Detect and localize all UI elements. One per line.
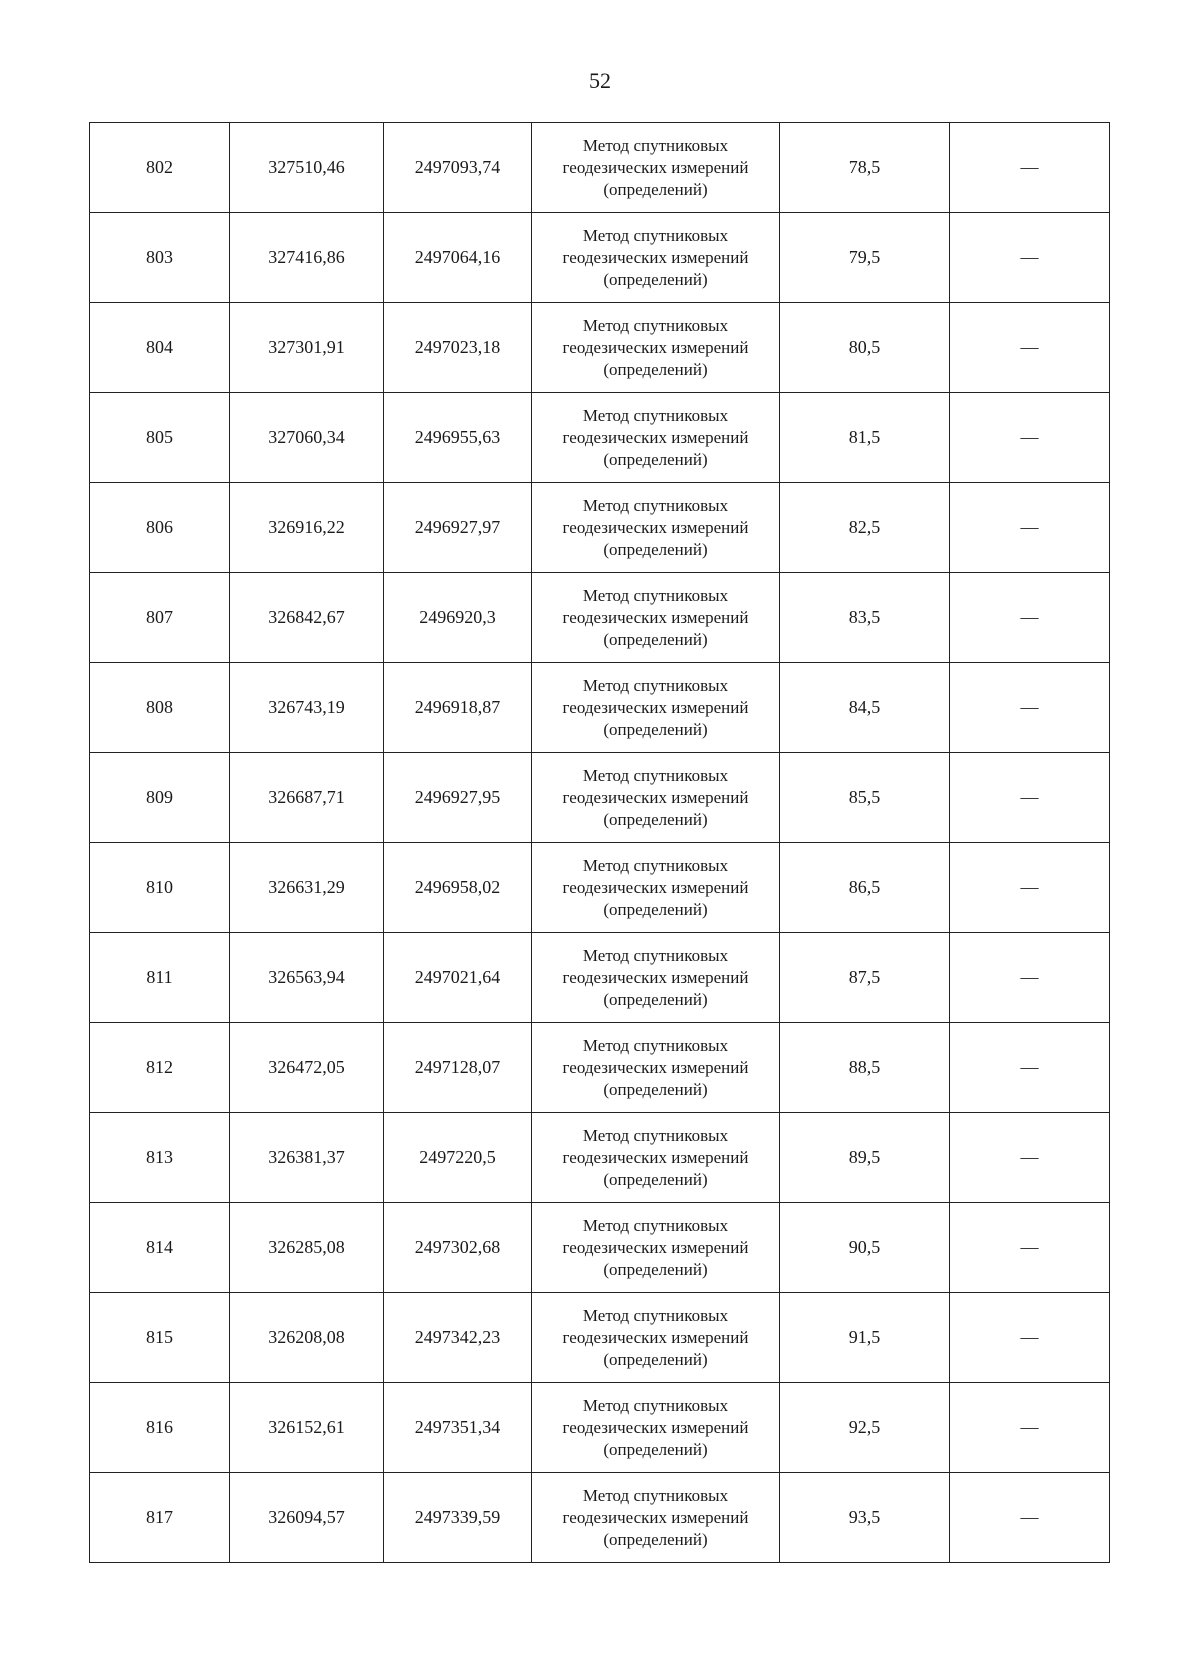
dash-mark: — (1020, 1507, 1039, 1527)
method-line: геодезических измерений (562, 1147, 749, 1167)
x-coordinate-cell: 326094,57 (230, 1473, 384, 1563)
dash-mark: — (1020, 697, 1039, 717)
y-coordinate-cell: 2496955,63 (384, 393, 532, 483)
accuracy-cell: 91,5 (780, 1293, 950, 1383)
accuracy-cell: 92,5 (780, 1383, 950, 1473)
table-row (90, 1473, 1110, 1563)
y-coordinate-cell: 2496918,87 (384, 663, 532, 753)
method-line: геодезических измерений (562, 427, 749, 447)
x-coordinate-cell: 326687,71 (230, 753, 384, 843)
method-line: Метод спутниковых (582, 675, 729, 695)
y-coordinate-cell: 2497093,74 (384, 123, 532, 213)
dash-mark: — (1020, 877, 1039, 897)
method-line: Метод спутниковых (582, 1035, 729, 1055)
method-line: Метод спутниковых (582, 765, 729, 785)
method-line: геодезических измерений (562, 517, 749, 537)
point-number-cell: 808 (90, 663, 230, 753)
accuracy-cell: 86,5 (780, 843, 950, 933)
method-line: (определений) (603, 179, 708, 199)
accuracy-cell: 89,5 (780, 1113, 950, 1203)
method-cell (532, 1023, 780, 1113)
y-coordinate-cell: 2496958,02 (384, 843, 532, 933)
method-line: Метод спутниковых (582, 1125, 729, 1145)
dash-mark: — (1020, 427, 1039, 447)
method-line: (определений) (603, 629, 708, 649)
accuracy-cell: 78,5 (780, 123, 950, 213)
method-line: Метод спутниковых (582, 405, 729, 425)
x-coordinate-cell: 326285,08 (230, 1203, 384, 1293)
method-cell (532, 753, 780, 843)
y-coordinate-cell: 2497021,64 (384, 933, 532, 1023)
accuracy-cell: 83,5 (780, 573, 950, 663)
method-cell (532, 843, 780, 933)
method-cell (532, 1293, 780, 1383)
table-row (90, 933, 1110, 1023)
table-row (90, 1203, 1110, 1293)
table-row (90, 213, 1110, 303)
method-line: (определений) (603, 449, 708, 469)
method-line: геодезических измерений (562, 1057, 749, 1077)
table-row (90, 1023, 1110, 1113)
dash-mark: — (1020, 1237, 1039, 1257)
note-cell (950, 1473, 1110, 1563)
method-line: Метод спутниковых (582, 945, 729, 965)
note-cell (950, 1023, 1110, 1113)
method-cell (532, 123, 780, 213)
method-line: (определений) (603, 1079, 708, 1099)
accuracy-cell: 81,5 (780, 393, 950, 483)
note-cell (950, 483, 1110, 573)
dash-mark: — (1020, 517, 1039, 537)
accuracy-cell: 80,5 (780, 303, 950, 393)
method-cell (532, 933, 780, 1023)
y-coordinate-cell: 2497339,59 (384, 1473, 532, 1563)
note-cell (950, 303, 1110, 393)
method-cell (532, 663, 780, 753)
table-row (90, 663, 1110, 753)
x-coordinate-cell: 326743,19 (230, 663, 384, 753)
method-line: (определений) (603, 1169, 708, 1189)
x-coordinate-cell: 327416,86 (230, 213, 384, 303)
point-number-cell: 806 (90, 483, 230, 573)
table-row (90, 1113, 1110, 1203)
method-cell (532, 213, 780, 303)
point-number-cell: 805 (90, 393, 230, 483)
method-line: Метод спутниковых (582, 135, 729, 155)
method-line: геодезических измерений (562, 697, 749, 717)
method-line: (определений) (603, 1529, 708, 1549)
method-cell (532, 1473, 780, 1563)
page-number: 52 (589, 68, 611, 93)
method-line: (определений) (603, 1439, 708, 1459)
note-cell (950, 753, 1110, 843)
x-coordinate-cell: 326472,05 (230, 1023, 384, 1113)
method-line: (определений) (603, 1349, 708, 1369)
x-coordinate-cell: 326208,08 (230, 1293, 384, 1383)
x-coordinate-cell: 327060,34 (230, 393, 384, 483)
point-number-cell: 815 (90, 1293, 230, 1383)
y-coordinate-cell: 2497342,23 (384, 1293, 532, 1383)
method-cell (532, 303, 780, 393)
dash-mark: — (1020, 1327, 1039, 1347)
point-number-cell: 807 (90, 573, 230, 663)
note-cell (950, 213, 1110, 303)
method-line: геодезических измерений (562, 337, 749, 357)
method-line: Метод спутниковых (582, 315, 729, 335)
x-coordinate-cell: 327510,46 (230, 123, 384, 213)
method-cell (532, 573, 780, 663)
table-row (90, 303, 1110, 393)
point-number-cell: 809 (90, 753, 230, 843)
method-line: геодезических измерений (562, 787, 749, 807)
method-line: Метод спутниковых (582, 1215, 729, 1235)
y-coordinate-cell: 2496920,3 (384, 573, 532, 663)
method-line: геодезических измерений (562, 607, 749, 627)
method-line: геодезических измерений (562, 877, 749, 897)
dash-mark: — (1020, 1147, 1039, 1167)
y-coordinate-cell: 2497302,68 (384, 1203, 532, 1293)
method-cell (532, 1383, 780, 1473)
method-cell (532, 483, 780, 573)
method-line: Метод спутниковых (582, 225, 729, 245)
accuracy-cell: 85,5 (780, 753, 950, 843)
accuracy-cell: 79,5 (780, 213, 950, 303)
dash-mark: — (1020, 157, 1039, 177)
method-line: (определений) (603, 359, 708, 379)
method-line: Метод спутниковых (582, 855, 729, 875)
table-row (90, 843, 1110, 933)
method-line: (определений) (603, 539, 708, 559)
table-row (90, 1293, 1110, 1383)
table-body (90, 123, 1110, 1563)
method-line: геодезических измерений (562, 157, 749, 177)
note-cell (950, 663, 1110, 753)
method-line: геодезических измерений (562, 247, 749, 267)
point-number-cell: 817 (90, 1473, 230, 1563)
accuracy-cell: 84,5 (780, 663, 950, 753)
method-line: (определений) (603, 269, 708, 289)
table-row (90, 123, 1110, 213)
table-row (90, 483, 1110, 573)
dash-mark: — (1020, 247, 1039, 267)
y-coordinate-cell: 2497220,5 (384, 1113, 532, 1203)
note-cell (950, 933, 1110, 1023)
accuracy-cell: 88,5 (780, 1023, 950, 1113)
method-cell (532, 1113, 780, 1203)
note-cell (950, 1113, 1110, 1203)
x-coordinate-cell: 326563,94 (230, 933, 384, 1023)
x-coordinate-cell: 326842,67 (230, 573, 384, 663)
dash-mark: — (1020, 1057, 1039, 1077)
method-line: (определений) (603, 809, 708, 829)
dash-mark: — (1020, 337, 1039, 357)
note-cell (950, 843, 1110, 933)
x-coordinate-cell: 326916,22 (230, 483, 384, 573)
y-coordinate-cell: 2497128,07 (384, 1023, 532, 1113)
point-number-cell: 811 (90, 933, 230, 1023)
method-line: геодезических измерений (562, 1237, 749, 1257)
method-line: (определений) (603, 719, 708, 739)
method-line: Метод спутниковых (582, 1485, 729, 1505)
accuracy-cell: 82,5 (780, 483, 950, 573)
y-coordinate-cell: 2497351,34 (384, 1383, 532, 1473)
y-coordinate-cell: 2497023,18 (384, 303, 532, 393)
point-number-cell: 810 (90, 843, 230, 933)
note-cell (950, 393, 1110, 483)
point-number-cell: 804 (90, 303, 230, 393)
accuracy-cell: 90,5 (780, 1203, 950, 1293)
dash-mark: — (1020, 1417, 1039, 1437)
note-cell (950, 1203, 1110, 1293)
dash-mark: — (1020, 967, 1039, 987)
table-row (90, 573, 1110, 663)
method-line: геодезических измерений (562, 1417, 749, 1437)
coordinates-table (89, 122, 1110, 1563)
method-line: Метод спутниковых (582, 585, 729, 605)
table-row (90, 393, 1110, 483)
method-line: Метод спутниковых (582, 1305, 729, 1325)
method-line: (определений) (603, 989, 708, 1009)
method-line: Метод спутниковых (582, 1395, 729, 1415)
table-row (90, 1383, 1110, 1473)
dash-mark: — (1020, 787, 1039, 807)
note-cell (950, 123, 1110, 213)
dash-mark: — (1020, 607, 1039, 627)
method-line: Метод спутниковых (582, 495, 729, 515)
table-row (90, 753, 1110, 843)
x-coordinate-cell: 326381,37 (230, 1113, 384, 1203)
accuracy-cell: 87,5 (780, 933, 950, 1023)
method-line: геодезических измерений (562, 1507, 749, 1527)
y-coordinate-cell: 2496927,97 (384, 483, 532, 573)
method-cell (532, 393, 780, 483)
note-cell (950, 573, 1110, 663)
x-coordinate-cell: 326631,29 (230, 843, 384, 933)
method-line: геодезических измерений (562, 1327, 749, 1347)
point-number-cell: 813 (90, 1113, 230, 1203)
point-number-cell: 812 (90, 1023, 230, 1113)
point-number-cell: 802 (90, 123, 230, 213)
method-cell (532, 1203, 780, 1293)
x-coordinate-cell: 326152,61 (230, 1383, 384, 1473)
method-line: геодезических измерений (562, 967, 749, 987)
point-number-cell: 814 (90, 1203, 230, 1293)
method-line: (определений) (603, 1259, 708, 1279)
y-coordinate-cell: 2497064,16 (384, 213, 532, 303)
point-number-cell: 803 (90, 213, 230, 303)
accuracy-cell: 93,5 (780, 1473, 950, 1563)
method-line: (определений) (603, 899, 708, 919)
point-number-cell: 816 (90, 1383, 230, 1473)
note-cell (950, 1293, 1110, 1383)
y-coordinate-cell: 2496927,95 (384, 753, 532, 843)
note-cell (950, 1383, 1110, 1473)
x-coordinate-cell: 327301,91 (230, 303, 384, 393)
